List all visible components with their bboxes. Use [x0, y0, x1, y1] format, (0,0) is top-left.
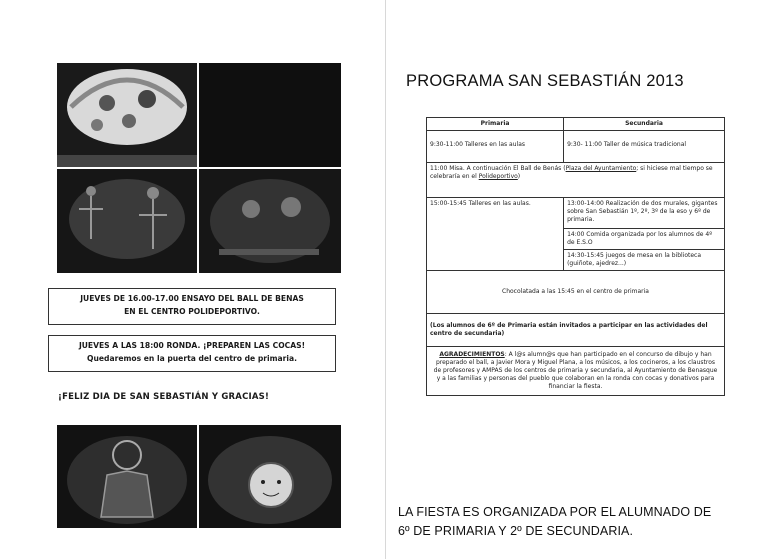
rehearsal-line-2: EN EL CENTRO POLIDEPORTIVO. — [124, 307, 260, 316]
row2-text-b: ; si hiciese mal tiempo se celebraría en el — [430, 165, 713, 180]
photo-drawing-1 — [57, 63, 197, 167]
program-table — [426, 117, 725, 396]
rehearsal-line-1: JUEVES DE 16.00-17.00 ENSAYO DEL BALL DE BENAS — [80, 294, 304, 303]
row6-thanks — [427, 347, 725, 396]
row3-games: 14:30-15:45 juegos de mesa en la biblioteca (guiñote, ajedrez...) — [564, 250, 725, 271]
photo-drawing-3 — [199, 425, 341, 528]
row5-invitation: (Los alumnos de 6º de Primaria están invitados a participar en las actividades del centro de secundaria) — [427, 314, 725, 347]
row2-polideportivo: Polideportivo — [478, 173, 518, 180]
row3-primaria: 15:00-15:45 Talleres en las aulas. — [427, 198, 564, 271]
header-secundaria: Secundaria — [564, 118, 725, 131]
row2-text-a: 11:00 Misa. A continuación El Ball de Benás ( — [430, 165, 566, 172]
row3-murals: 13:00-14:00 Realización de dos murales, gigantes sobre San Sebastián 1º, 2º, 3º de la eso y 6º de primaria. — [564, 198, 725, 229]
rehearsal-note — [48, 288, 336, 325]
footer-line-2: 6º DE PRIMARIA Y 2º DE SECUNDARIA. — [398, 524, 634, 538]
photo-figures-1 — [57, 169, 197, 273]
photo-dark-1 — [199, 63, 341, 167]
row3-lunch: 14:00 Comida organizada por los alumnos de 4º de E.S.O — [564, 229, 725, 250]
ronda-line-2: Quedaremos en la puerta del centro de primaria. — [87, 354, 297, 363]
thanks-body: : A l@s alumn@s que han participado en el concurso de dibujo y han preparado el ball, a Javier Mora y Miguel Plana, a los músicos, a los cocineros, a los claustros de profesores y AMPAS de los centros de primaria y secundaria, al Ayuntamiento de Benasque y a las familias y personas del pueblo que colaboran en la ronda con cocas y donativos para financiar la fiesta. — [433, 351, 718, 390]
footer-line-1: LA FIESTA ES ORGANIZADA POR EL ALUMNADO DE — [398, 505, 712, 519]
row2-mass — [427, 163, 725, 198]
row1-secundaria: 9:30- 11:00 Taller de música tradicional — [564, 131, 725, 163]
row2-text-c: ) — [517, 173, 521, 180]
thanks-heading: ¡FELIZ DIA DE SAN SEBASTIÁN Y GRACIAS! — [58, 392, 270, 402]
ronda-line-1: JUEVES A LAS 18:00 RONDA. ¡PREPAREN LAS COCAS! — [78, 341, 306, 350]
photo-drawing-2 — [57, 425, 197, 528]
program-title: PROGRAMA SAN SEBASTIÁN 2013 — [406, 72, 684, 90]
photo-figures-2 — [199, 169, 341, 273]
header-primaria: Primaria — [427, 118, 564, 131]
page-fold — [385, 0, 386, 559]
row2-plaza: Plaza del Ayuntamiento — [565, 165, 637, 172]
ronda-note — [48, 335, 336, 372]
row1-primaria: 9:30-11:00 Talleres en las aulas — [427, 131, 564, 163]
row4-chocolate: Chocolatada a las 15:45 en el centro de primaria — [427, 271, 725, 314]
thanks-label: AGRADECIMIENTOS — [439, 351, 505, 358]
footer-organizers — [398, 503, 711, 541]
children-drawing-image-1 — [57, 63, 197, 167]
